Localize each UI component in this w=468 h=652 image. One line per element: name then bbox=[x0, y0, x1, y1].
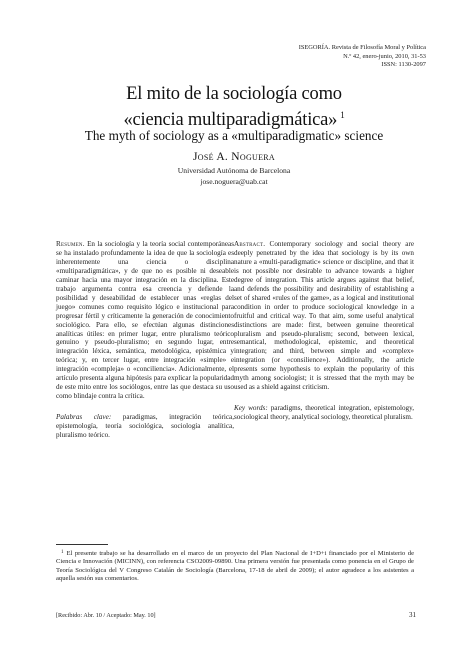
keywords-spanish bbox=[56, 413, 234, 440]
received-accepted-dates: [Recibido: Abr. 10 / Aceptado: May. 10] bbox=[56, 612, 156, 619]
spanish-column bbox=[56, 240, 234, 452]
footnote bbox=[56, 549, 414, 583]
abstract-spanish bbox=[56, 240, 234, 401]
article-subtitle: The myth of sociology as a «multiparadigmatic» science bbox=[84, 128, 384, 143]
abstract-english-text: Contemporary sociology and social theory are deeply penetrated by the idea that sociology is by its own nature a «multi-paradigmatic» science or discipline, and that it is not possible nor desirable to advance towards a higher degree of integration. This article argues against that belief, and defends the possibility and desirability of establishing a set of shared «rules of the game», as a logical and institutional condition in order to produce sociological knowledge in a fruitful and critical way. To that aim, some useful analytical distinctions are made: first, between genuine theoretical pluralism and pseudo-pluralism; second, between lexical, semantical, methodological, epistemic, and theoretical integration; and third, between simple and «complex» integration (or «consilience»). Additionally, the article presents some hypothesis to explain the popularity of this myth among sociologist; it is stressed that the myth may be used as a shield against criticism. bbox=[234, 240, 414, 392]
keywords-english bbox=[234, 404, 414, 422]
abstract-spanish-text: En la sociología y la teoría social contemporáneas se ha instalado profundamente la idea de que la sociología es inherentemente una ciencia o disciplina «multiparadigmática», y de que no es posible ni deseable caminar hacia una mayor integración en la disciplina. Este trabajo argumenta contra esa creencia y defiende la posibilidad y deseabilidad de establecer unas «reglas del juego» comunes como requisito lógico e institucional para progresar fértil y críticamente la generación de conocimiento sociológico. Para ello, se efectúan algunas distinciones analíticas útiles: en primer lugar, entre pluralismo teórico genuino y pseudo-pluralismo; en segundo lugar, entre integración léxica, semántica, metodológica, epistémica y teórica; y, en tercer lugar, entre integración «simple» e integración «compleja» o «conciliencia». Adicionalmente, el artículo presenta alguna hipótesis para explicar la popularidad de este mito entre los sociólogos, entre las que destaca su uso como blindaje contra la crítica. bbox=[56, 240, 234, 401]
english-column bbox=[234, 240, 414, 434]
journal-issn: ISSN: 1130-2097 bbox=[381, 61, 426, 69]
article-title-line-2-text: «ciencia multiparadigmática» bbox=[123, 110, 338, 130]
article-title-line-1: El mito de la sociología como bbox=[126, 84, 342, 104]
footnote-number: 1 bbox=[61, 550, 64, 555]
journal-issue: N.º 42, enero-junio, 2010, 31-53 bbox=[343, 52, 426, 60]
keywords-english-label: Key words: bbox=[234, 404, 268, 413]
footnote-text: El presente trabajo se ha desarrollado en el marco de un proyecto del Plan Nacional de I+D+i financiado por el Ministerio de Ciencia e Innovación (MICINN), con referencia CSO2009-09890. Una primera versión fue presentada como ponencia en el Grupo de Teoría Sociológica del V Congreso Catalán de Sociología (Barcelona, 17-18 de abril de 2009); el autor agradece a los asistentes a aquella sesión sus comentarios. bbox=[56, 550, 414, 582]
author-name: José A. Noguera bbox=[192, 151, 276, 163]
keywords-english-text: paradigms, theoretical integration, epistemology, sociological theory, analytical sociology, theoretical pluralism. bbox=[234, 404, 414, 422]
author-affiliation: Universidad Autónoma de Barcelona bbox=[177, 166, 291, 175]
article-title bbox=[40, 84, 428, 131]
author-email: jose.noguera@uab.cat bbox=[200, 177, 268, 186]
journal-header bbox=[126, 44, 426, 70]
abstract-english bbox=[234, 240, 414, 392]
footnote-divider bbox=[56, 544, 108, 545]
keywords-spanish-label: Palabras clave: bbox=[56, 413, 112, 422]
title-footnote-mark: 1 bbox=[340, 110, 345, 120]
journal-name: ISEGORÍA. Revista de Filosofía Moral y Política bbox=[298, 44, 426, 51]
keywords-spanish-text: paradigmas, integración teórica, epistemología, teoría sociológica, sociología analítica, pluralismo teórico. bbox=[56, 413, 234, 440]
page-number: 31 bbox=[409, 611, 416, 619]
abstract-english-label: Abstract. bbox=[234, 240, 266, 248]
abstract-spanish-label: Resumen. bbox=[56, 240, 85, 248]
